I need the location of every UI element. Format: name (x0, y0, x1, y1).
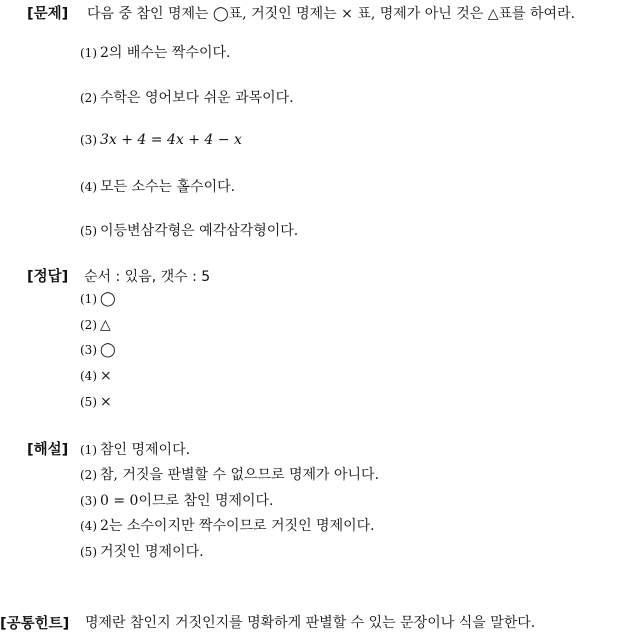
answer-item-3 (80, 342, 116, 358)
problem-item-1 (80, 42, 230, 62)
item-number: (2) (80, 318, 97, 332)
item-number: (3) (80, 133, 97, 147)
explanation-item-3 (80, 490, 274, 510)
answer-mark: × (100, 368, 112, 384)
problem-item-4 (80, 176, 235, 196)
explanation-item-5 (80, 541, 204, 561)
problem-item-2 (80, 87, 294, 107)
answer-item-4 (80, 368, 112, 384)
hint-text: 명제란 참인지 거짓인지를 명확하게 판별할 수 있는 문장이나 식을 말한다. (85, 615, 536, 631)
answer-item-5 (80, 394, 112, 410)
item-text: 참, 거짓을 판별할 수 없으므로 명제가 아니다. (100, 467, 380, 483)
answer-item-1 (80, 291, 116, 307)
item-text: 거짓인 명제이다. (100, 544, 204, 560)
item-text: 2의 배수는 짝수이다. (100, 45, 231, 61)
explanation-item-4 (80, 515, 375, 535)
item-text: 0 = 0이므로 참인 명제이다. (100, 493, 274, 509)
explanation-item-2 (80, 464, 379, 484)
item-text: 2는 소수이지만 짝수이므로 거짓인 명제이다. (100, 518, 375, 534)
item-number: (2) (80, 468, 97, 482)
explanation-item-1 (80, 439, 190, 459)
item-number: (4) (80, 369, 97, 383)
item-number: (1) (80, 46, 97, 60)
problem-label: [문제] (27, 6, 69, 22)
answer-mark: × (100, 394, 112, 410)
item-equation: 3x + 4 = 4x + 4 − x (100, 132, 242, 148)
item-number: (4) (80, 180, 97, 194)
answer-item-2 (80, 317, 111, 333)
item-number: (5) (80, 545, 97, 559)
item-text: 수학은 영어보다 쉬운 과목이다. (100, 90, 294, 106)
problem-item-5 (80, 220, 298, 240)
hint-label: [공통힌트] (0, 616, 70, 632)
answer-mark: △ (100, 317, 111, 333)
item-number: (3) (80, 343, 97, 357)
answer-mark: ◯ (100, 291, 116, 307)
item-text: 이등변삼각형은 예각삼각형이다. (100, 223, 299, 239)
problem-item-3 (80, 132, 242, 148)
item-text: 모든 소수는 홀수이다. (100, 179, 236, 195)
answer-label: [정답] (27, 269, 69, 285)
explanation-label: [해설] (27, 442, 69, 458)
item-text: 참인 명제이다. (100, 442, 191, 458)
item-number: (5) (80, 395, 97, 409)
item-number: (5) (80, 224, 97, 238)
problem-instruction: 다음 중 참인 명제는 ◯표, 거짓인 명제는 × 표, 명제가 아닌 것은 △표를 하여라. (87, 6, 576, 22)
item-number: (2) (80, 91, 97, 105)
item-number: (1) (80, 292, 97, 306)
item-number: (4) (80, 519, 97, 533)
answer-meta: 순서 : 있음, 갯수 : 5 (84, 269, 211, 285)
item-number: (1) (80, 443, 97, 457)
answer-mark: ◯ (100, 342, 116, 358)
item-number: (3) (80, 494, 97, 508)
